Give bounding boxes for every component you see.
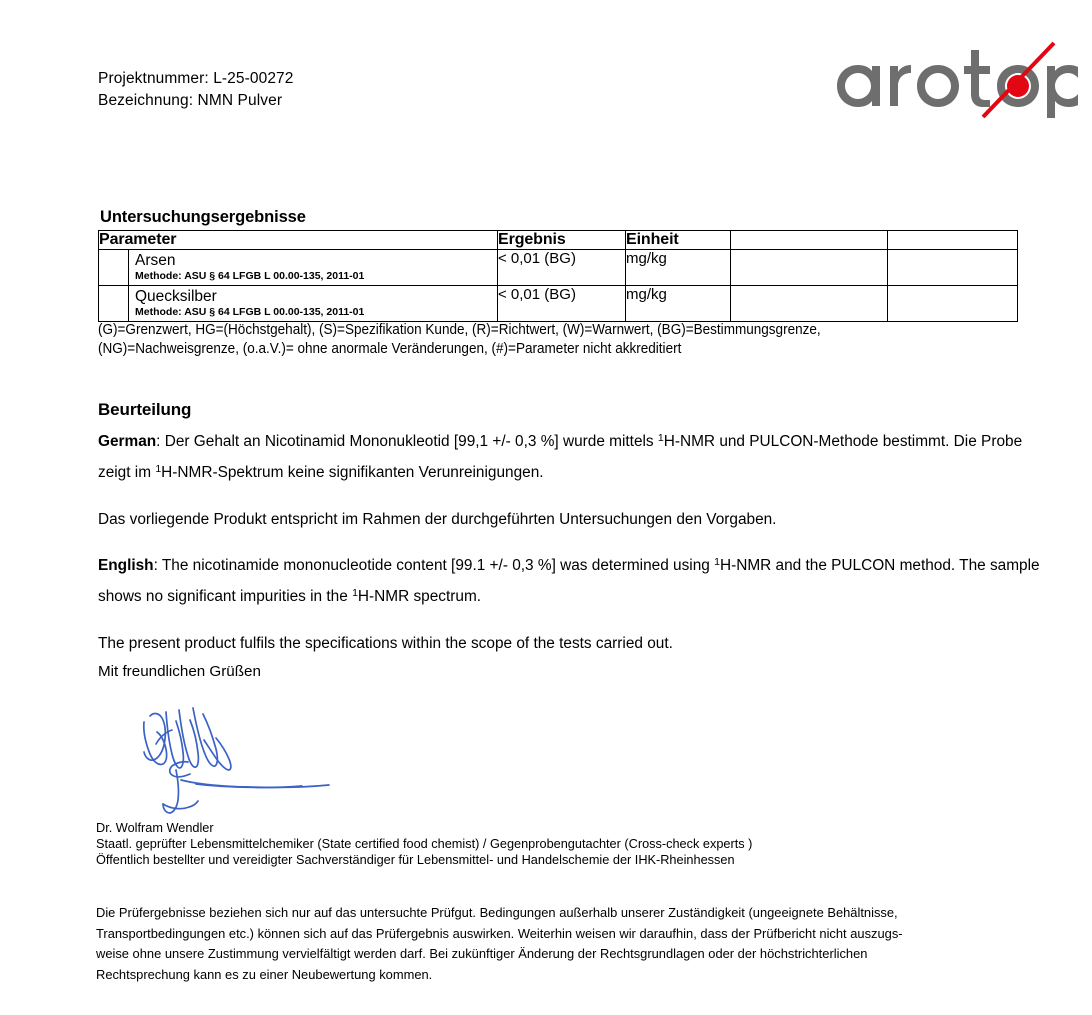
unit-cell: mg/kg <box>626 286 731 322</box>
disclaimer-line-3: weise ohne unsere Zustimmung vervielfältigt werden darf. Bei zukünftiger Änderung der Rechtsgrundlagen oder der höchstrichterlichen <box>96 946 868 961</box>
extra-cell-1 <box>731 286 888 322</box>
row-marker-cell <box>99 250 129 286</box>
parameter-name: Quecksilber <box>135 288 217 305</box>
row-marker-cell <box>99 286 129 322</box>
german-label: German <box>98 433 157 450</box>
signatory-role: Staatl. geprüfter Lebensmittelchemiker (State certified food chemist) / Gegenprobengutachter (Cross-check experts ) <box>96 836 753 852</box>
column-header-blank-1 <box>731 231 888 250</box>
assessment-german-conclusion: Das vorliegende Produkt entspricht im Rahmen der durchgeführten Untersuchungen den Vorgaben. <box>98 511 777 528</box>
assessment-english-conclusion: The present product fulfils the specifications within the scope of the tests carried out. <box>98 635 673 652</box>
english-superscript-2: 1 <box>352 587 358 599</box>
parameter-cell <box>129 286 498 322</box>
column-header-einheit: Einheit <box>626 231 731 250</box>
english-part-2: H-NMR and the PULCON method. The sample shows no significant impurities in the <box>98 557 1040 605</box>
parameter-method: Methode: ASU § 64 LFGB L 00.00-135, 2011-01 <box>135 306 365 318</box>
disclaimer-line-2: Transportbedingungen etc.) können sich auf das Prüfergebnis auswirken. Weiterhin weisen wir daraufhin, dass der Prüfbericht nicht auszugs- <box>96 925 903 941</box>
parameter-name: Arsen <box>135 252 176 269</box>
german-part-2: H-NMR und PULCON-Methode bestimmt. Die Probe zeigt im <box>98 433 1023 481</box>
table-legend <box>98 321 982 358</box>
extra-cell-2 <box>888 286 1018 322</box>
extra-cell-2 <box>888 250 1018 286</box>
assessment-heading: Beurteilung <box>98 400 192 419</box>
parameter-cell <box>129 250 498 286</box>
unit-cell: mg/kg <box>626 250 731 286</box>
assessment-english-paragraph <box>98 550 1043 612</box>
result-cell: < 0,01 (BG) <box>498 286 626 322</box>
column-header-parameter: Parameter <box>99 231 498 250</box>
assessment-german-paragraph <box>98 426 1043 488</box>
column-header-ergebnis: Ergebnis <box>498 231 626 250</box>
english-superscript-1: 1 <box>714 556 720 568</box>
english-part-1: : The nicotinamide mononucleotide content [99.1 +/- 0,3 %] was determined using <box>153 557 715 574</box>
disclaimer-line-1: Die Prüfergebnisse beziehen sich nur auf das untersuchte Prüfgut. Bedingungen außerhalb unserer Zuständigkeit (ungeeignete Behältnisse, <box>96 905 898 920</box>
disclaimer-line-4: Rechtsprechung kann es zu einer Neubewertung kommen. <box>96 966 433 982</box>
german-superscript-1: 1 <box>657 432 664 444</box>
project-number-line: Projektnummer: L-25-00272 <box>98 70 294 87</box>
column-header-blank-2 <box>888 231 1018 250</box>
assessment-body <box>98 426 1043 674</box>
table-header-row <box>99 231 1018 250</box>
english-part-3: H-NMR spectrum. <box>357 588 482 605</box>
extra-cell-1 <box>731 250 888 286</box>
german-part-1: : Der Gehalt an Nicotinamid Mononukleotid [99,1 +/- 0,3 %] wurde mittels <box>156 433 658 450</box>
arotop-logo <box>828 38 1078 118</box>
result-cell: < 0,01 (BG) <box>498 250 626 286</box>
signatory-credentials: Öffentlich bestellter und vereidigter Sachverständiger für Lebensmittel- und Handelschemie der IHK-Rheinhessen <box>96 852 735 868</box>
closing-salutation: Mit freundlichen Grüßen <box>98 663 261 680</box>
english-label: English <box>98 557 154 574</box>
signatory-block <box>96 820 752 869</box>
table-row <box>99 250 1018 286</box>
german-part-3: H-NMR-Spektrum keine signifikanten Verunreinigungen. <box>161 464 544 481</box>
report-header <box>98 68 294 112</box>
german-superscript-2: 1 <box>155 463 162 475</box>
parameter-method: Methode: ASU § 64 LFGB L 00.00-135, 2011-01 <box>135 270 365 282</box>
designation-line: Bezeichnung: NMN Pulver <box>98 92 283 109</box>
table-row <box>99 286 1018 322</box>
handwritten-signature-icon <box>136 700 386 818</box>
signatory-name: Dr. Wolfram Wendler <box>96 820 214 835</box>
results-heading: Untersuchungsergebnisse <box>100 208 306 226</box>
legend-line-1: (G)=Grenzwert, HG=(Höchstgehalt), (S)=Spezifikation Kunde, (R)=Richtwert, (W)=Warnwert, (BG)=Bestimmungsgrenze, <box>98 322 821 338</box>
footer-disclaimer <box>96 903 1012 985</box>
legend-line-2: (NG)=Nachweisgrenze, (o.a.V.)= ohne anormale Veränderungen, (#)=Parameter nicht akkreditiert <box>98 340 682 357</box>
results-table <box>98 230 1018 322</box>
